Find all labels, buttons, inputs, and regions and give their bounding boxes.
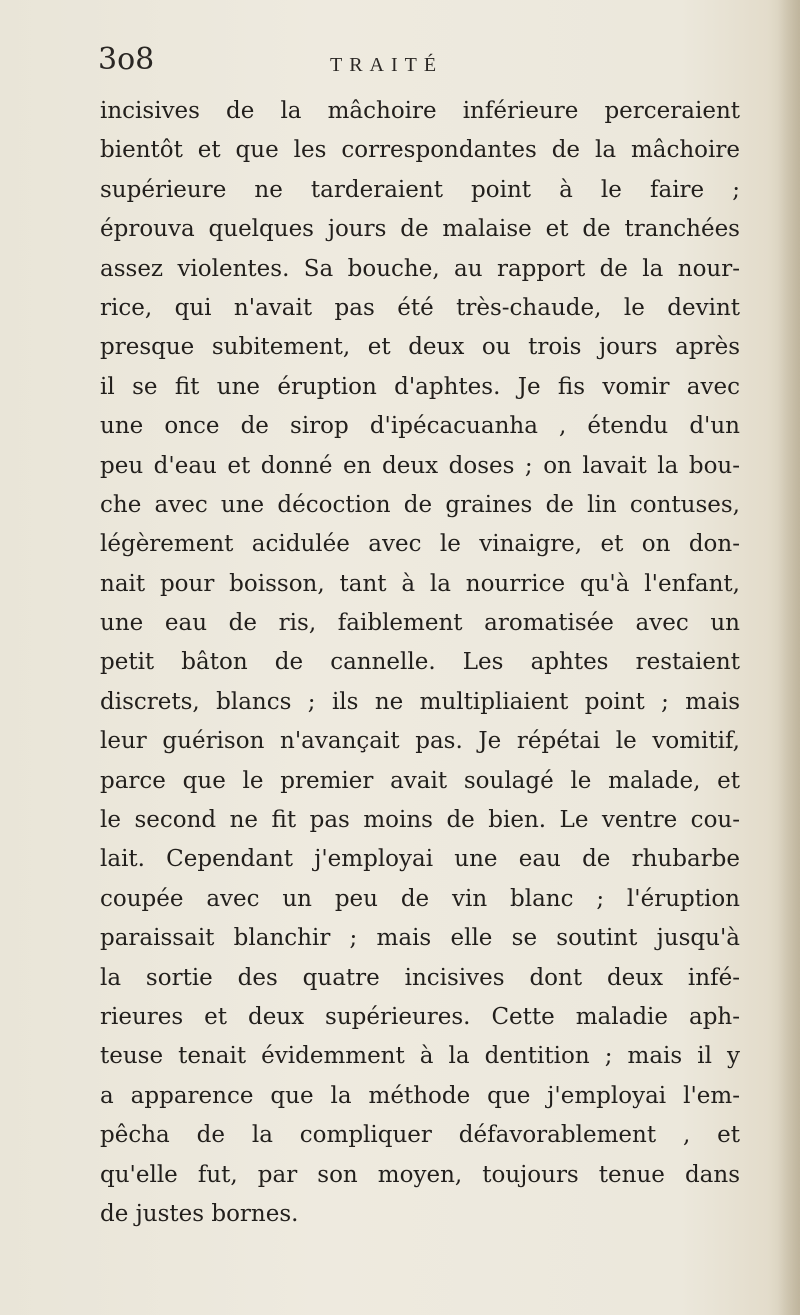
text-line: rice, qui n'avait pas été très-chaude, le devint <box>100 294 740 321</box>
text-line: une eau de ris, faiblement aromatisée avec un <box>100 610 740 637</box>
running-head: TRAITÉ <box>330 54 444 76</box>
text-line: a apparence que la méthode que j'employai l'em- <box>100 1082 740 1109</box>
text-line: coupée avec un peu de vin blanc ; l'éruption <box>100 885 740 912</box>
text-line: petit bâton de cannelle. Les aphtes restaient <box>100 649 740 676</box>
text-line: discrets, blancs ; ils ne multipliaient point ; mais <box>100 688 740 715</box>
text-line: lait. Cependant j'employai une eau de rhubarbe <box>100 846 740 873</box>
text-line: assez violentes. Sa bouche, au rapport de la nour- <box>100 255 740 282</box>
text-line: rieures et deux supérieures. Cette maladie aph- <box>100 1003 740 1030</box>
page-header <box>98 42 738 82</box>
text-line: légèrement acidulée avec le vinaigre, et on don- <box>100 531 740 558</box>
text-line: teuse tenait évidemment à la dentition ; mais il y <box>100 1043 740 1070</box>
text-line: presque subitement, et deux ou trois jours après <box>100 334 740 361</box>
text-line: incisives de la mâchoire inférieure perceraient <box>100 98 740 124</box>
text-line: bientôt et que les correspondantes de la mâchoire <box>100 137 740 164</box>
page-number: 3o8 <box>98 42 155 77</box>
text-line: che avec une décoction de graines de lin contuses, <box>100 491 740 518</box>
text-line: éprouva quelques jours de malaise et de tranchées <box>100 216 740 243</box>
text-line: il se fit une éruption d'aphtes. Je fis vomir avec <box>100 373 740 400</box>
text-line: nait pour boisson, tant à la nourrice qu'à l'enfant, <box>100 570 740 597</box>
text-line: pêcha de la compliquer défavorablement , et <box>100 1122 740 1149</box>
text-line: leur guérison n'avançait pas. Je répétai le vomitif, <box>100 728 740 755</box>
text-line: le second ne fit pas moins de bien. Le ventre cou- <box>100 807 740 834</box>
text-line: parce que le premier avait soulagé le malade, et <box>100 767 740 794</box>
body-text <box>100 92 740 1234</box>
text-line: de justes bornes. <box>100 1200 299 1227</box>
text-line: supérieure ne tarderaient point à le faire ; <box>100 176 740 203</box>
text-line: qu'elle fut, par son moyen, toujours tenue dans <box>100 1161 740 1188</box>
page-edge-shadow <box>778 0 800 1315</box>
text-line: la sortie des quatre incisives dont deux infé- <box>100 964 740 991</box>
text-line: peu d'eau et donné en deux doses ; on lavait la bou- <box>100 452 740 479</box>
text-line: une once de sirop d'ipécacuanha , étendu d'un <box>100 413 740 440</box>
text-line: paraissait blanchir ; mais elle se soutint jusqu'à <box>100 925 740 952</box>
